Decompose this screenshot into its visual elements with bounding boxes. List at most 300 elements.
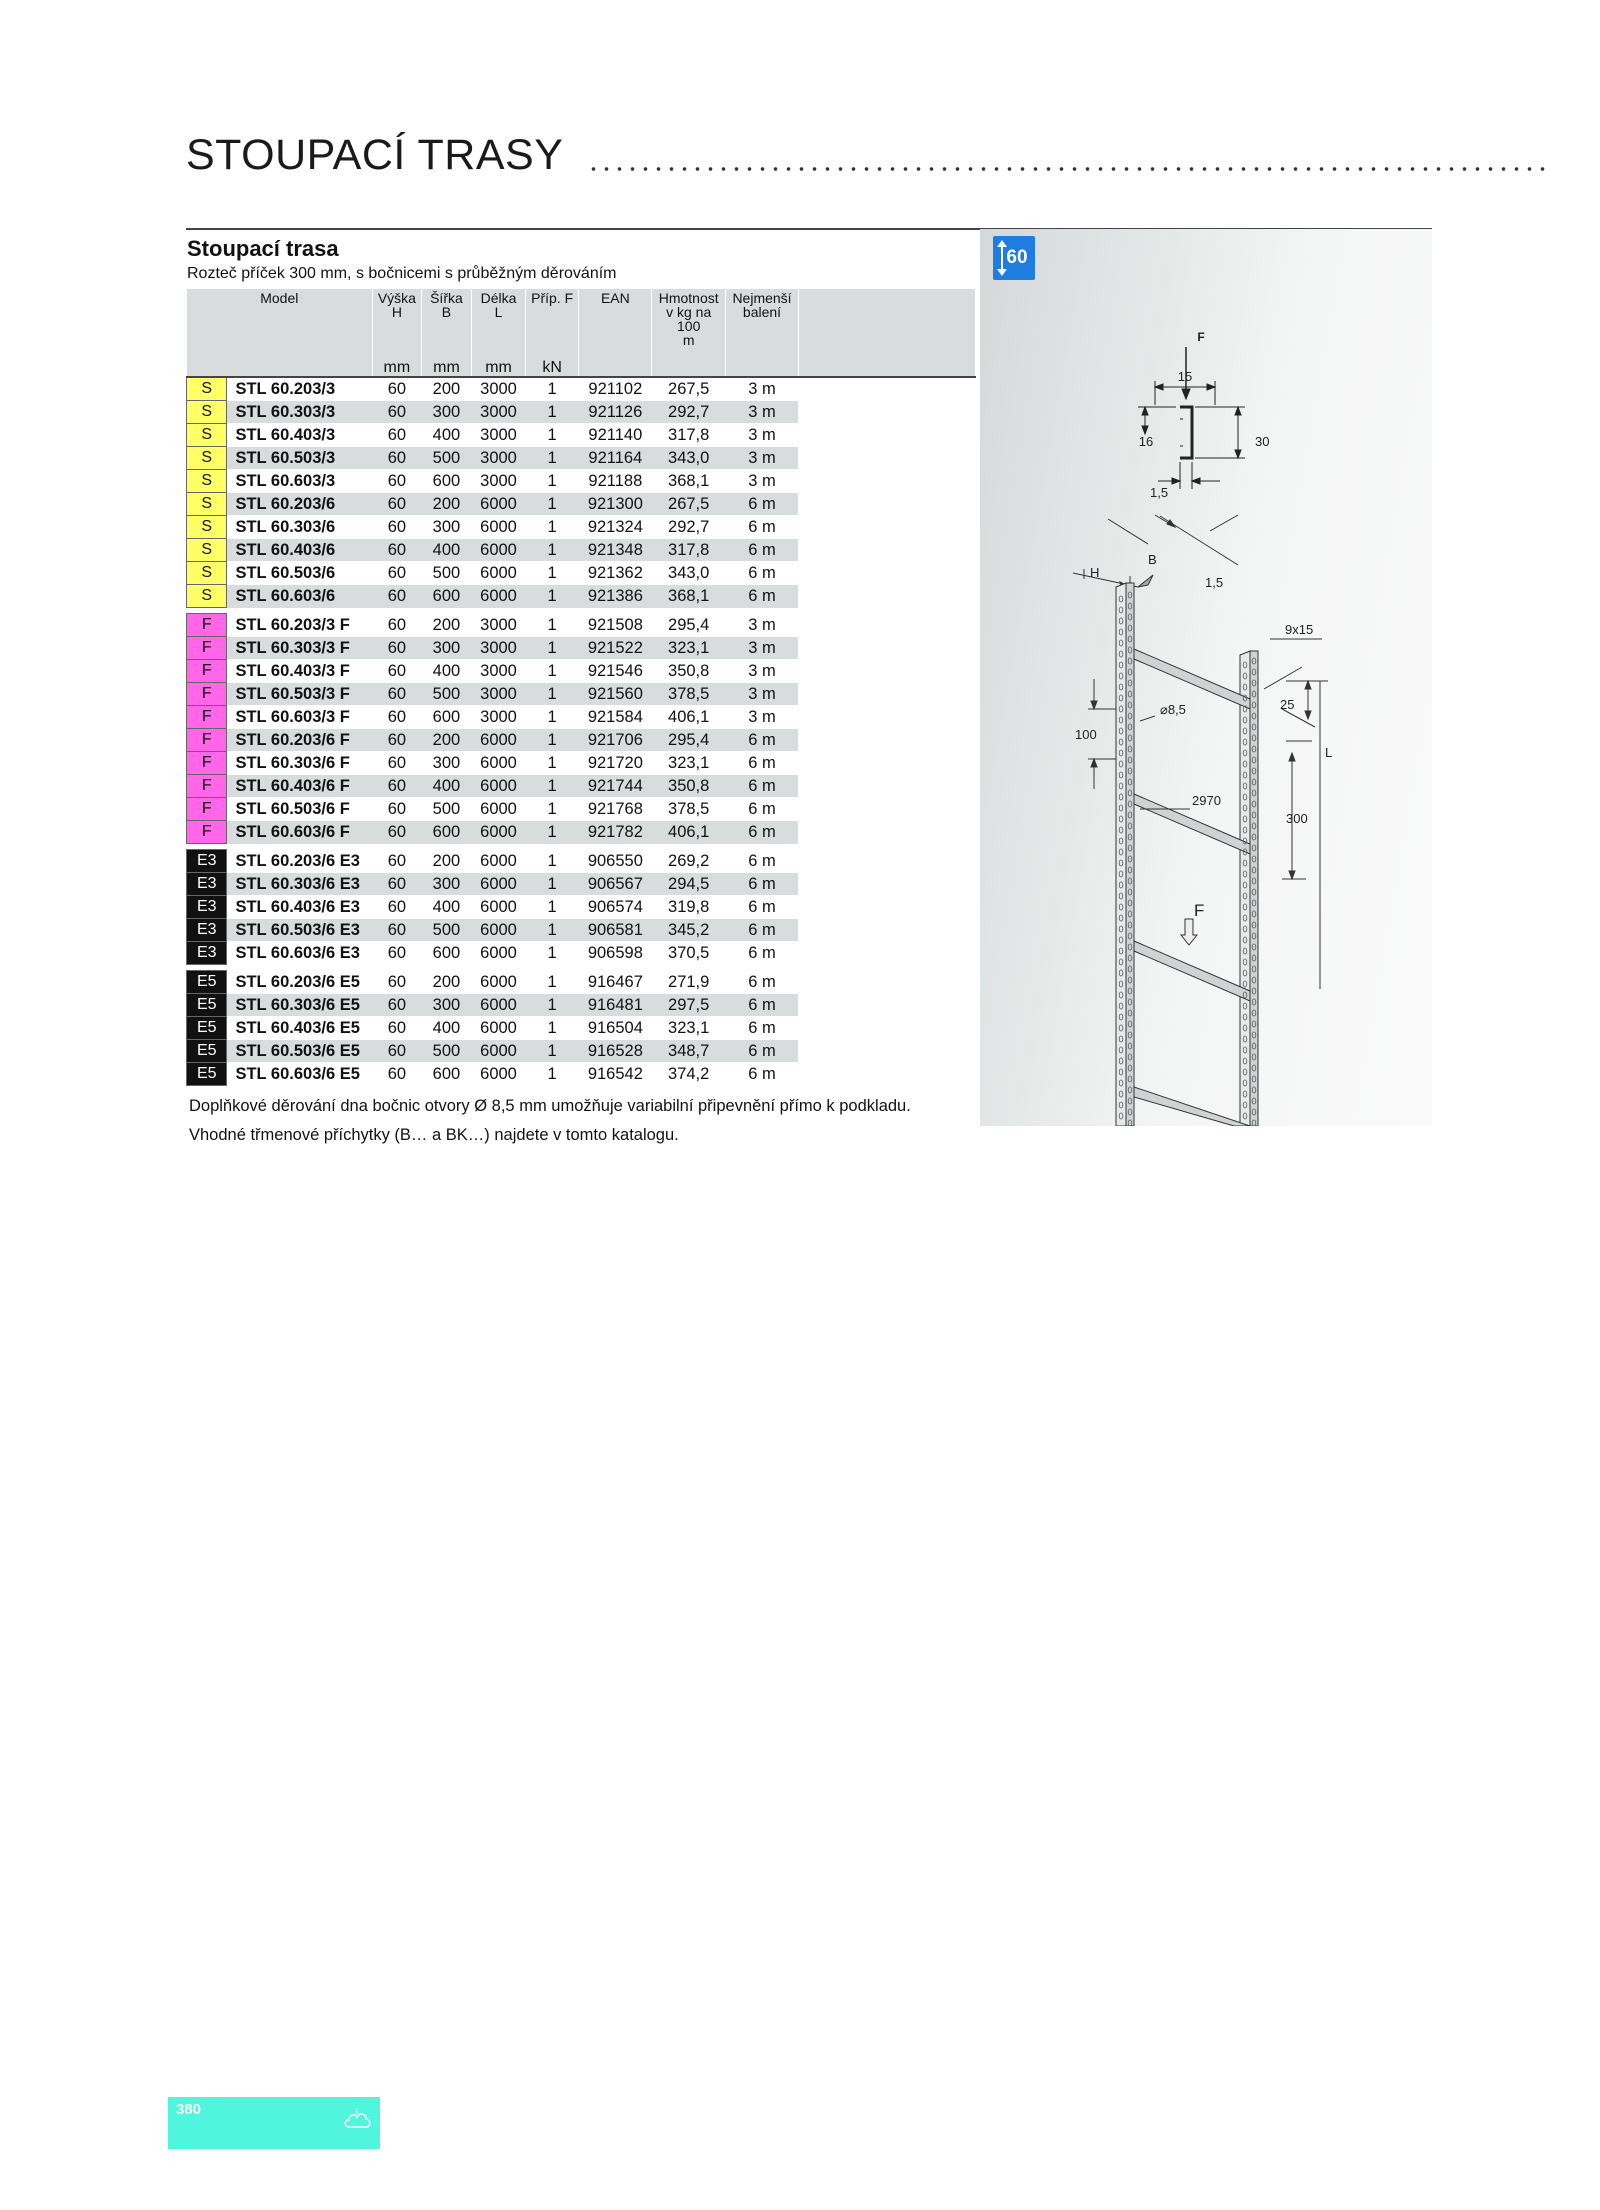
width-cell: 200: [421, 971, 472, 994]
table-row: [187, 660, 976, 683]
table-row: [187, 493, 976, 516]
weight-cell: 267,5: [652, 377, 726, 401]
pack-cell: 3 m: [726, 377, 799, 401]
profile-lip-label: 16: [1138, 434, 1154, 449]
weight-cell: 269,2: [652, 850, 726, 873]
finish-badge: F: [187, 729, 227, 752]
weight-cell: 267,5: [652, 493, 726, 516]
table-row: [187, 401, 976, 424]
unit-width: mm: [421, 357, 472, 377]
load-cell: 1: [525, 614, 579, 637]
finish-badge: S: [187, 562, 227, 585]
width-cell: 500: [421, 919, 472, 942]
width-cell: 200: [421, 850, 472, 873]
pack-cell: 3 m: [726, 447, 799, 470]
technical-drawing: [980, 229, 1432, 1126]
weight-cell: 271,9: [652, 971, 726, 994]
ean-cell: 921706: [579, 729, 652, 752]
load-cell: 1: [525, 971, 579, 994]
length-cell: 6000: [472, 896, 526, 919]
load-cell: 1: [525, 516, 579, 539]
finish-badge: E3: [187, 942, 227, 965]
table-row: [187, 971, 976, 994]
ean-cell: 921546: [579, 660, 652, 683]
finish-badge: S: [187, 377, 227, 401]
height-cell: 60: [373, 994, 422, 1017]
height-badge-value: 60: [1006, 247, 1028, 268]
load-cell: 1: [525, 873, 579, 896]
ean-cell: 916542: [579, 1063, 652, 1086]
finish-badge: S: [187, 401, 227, 424]
height-cell: 60: [373, 585, 422, 608]
width-cell: 400: [421, 775, 472, 798]
ladder-thickness-label: 1,5: [1205, 575, 1224, 590]
width-cell: 400: [421, 424, 472, 447]
width-cell: 300: [421, 637, 472, 660]
model-cell: STL 60.303/6: [227, 516, 373, 539]
model-cell: STL 60.503/6 E3: [227, 919, 373, 942]
width-cell: 500: [421, 562, 472, 585]
finish-badge: E3: [187, 873, 227, 896]
load-cell: 1: [525, 447, 579, 470]
load-cell: 1: [525, 752, 579, 775]
pack-cell: 3 m: [726, 470, 799, 493]
width-cell: 400: [421, 539, 472, 562]
load-cell: 1: [525, 424, 579, 447]
table-row: [187, 539, 976, 562]
pack-cell: 6 m: [726, 994, 799, 1017]
height-cell: 60: [373, 896, 422, 919]
finish-badge: S: [187, 447, 227, 470]
load-cell: 1: [525, 562, 579, 585]
ladder-length-label: L: [1325, 745, 1333, 760]
pack-cell: 3 m: [726, 706, 799, 729]
load-cell: 1: [525, 1017, 579, 1040]
width-cell: 600: [421, 470, 472, 493]
ean-cell: 921522: [579, 637, 652, 660]
model-cell: STL 60.503/6: [227, 562, 373, 585]
height-cell: 60: [373, 1040, 422, 1063]
col-spacer: [798, 289, 975, 357]
weight-cell: 368,1: [652, 585, 726, 608]
height-badge: [993, 236, 1035, 280]
ladder-rung-pitch-label: 300: [1286, 811, 1308, 826]
unit-length: mm: [472, 357, 526, 377]
load-cell: 1: [525, 683, 579, 706]
length-cell: 3000: [472, 424, 526, 447]
ladder-b-label: B: [1148, 552, 1157, 567]
table-row: [187, 585, 976, 608]
table-body: [187, 377, 976, 1086]
length-cell: 6000: [472, 919, 526, 942]
load-cell: 1: [525, 493, 579, 516]
model-cell: STL 60.503/6 E5: [227, 1040, 373, 1063]
pack-cell: 6 m: [726, 539, 799, 562]
ean-cell: 906550: [579, 850, 652, 873]
weight-cell: 323,1: [652, 752, 726, 775]
cloud-icon: [342, 2107, 372, 2133]
table-row: [187, 424, 976, 447]
finish-badge: F: [187, 798, 227, 821]
height-cell: 60: [373, 683, 422, 706]
weight-cell: 348,7: [652, 1040, 726, 1063]
width-cell: 300: [421, 752, 472, 775]
ean-cell: 916481: [579, 994, 652, 1017]
ean-cell: 921720: [579, 752, 652, 775]
profile-thickness-label: 1,5: [1150, 485, 1169, 500]
finish-badge: E3: [187, 850, 227, 873]
length-cell: 6000: [472, 775, 526, 798]
ladder-hole-dia-label: ⌀8,5: [1160, 702, 1186, 717]
product-table: [186, 289, 976, 1086]
table-row: [187, 447, 976, 470]
ladder-hole-offset-label: 25: [1280, 697, 1295, 712]
table-row: [187, 516, 976, 539]
unit-load: kN: [525, 357, 579, 377]
length-cell: 6000: [472, 729, 526, 752]
pack-cell: 6 m: [726, 729, 799, 752]
ean-cell: 921584: [579, 706, 652, 729]
pack-cell: 6 m: [726, 1017, 799, 1040]
height-cell: 60: [373, 660, 422, 683]
model-cell: STL 60.603/6: [227, 585, 373, 608]
pack-cell: 6 m: [726, 821, 799, 844]
profile-force-label: F: [1197, 330, 1205, 344]
table-row: [187, 850, 976, 873]
width-cell: 500: [421, 447, 472, 470]
ean-cell: 906598: [579, 942, 652, 965]
load-cell: 1: [525, 637, 579, 660]
ean-cell: 921508: [579, 614, 652, 637]
width-cell: 600: [421, 585, 472, 608]
width-cell: 400: [421, 896, 472, 919]
pack-cell: 3 m: [726, 637, 799, 660]
col-length: Délka L: [472, 289, 526, 357]
weight-cell: 368,1: [652, 470, 726, 493]
height-cell: 60: [373, 614, 422, 637]
finish-badge: F: [187, 683, 227, 706]
ean-cell: 921164: [579, 447, 652, 470]
weight-cell: 294,5: [652, 873, 726, 896]
width-cell: 400: [421, 660, 472, 683]
ean-cell: 906567: [579, 873, 652, 896]
footnote-line: Doplňkové děrování dna bočnic otvory Ø 8,5 mm umožňuje variabilní připevnění přímo k podkladu.: [189, 1097, 911, 1115]
length-cell: 3000: [472, 447, 526, 470]
col-width: Šířka B: [421, 289, 472, 357]
load-cell: 1: [525, 539, 579, 562]
pack-cell: 6 m: [726, 585, 799, 608]
ean-cell: 921782: [579, 821, 652, 844]
pack-cell: 3 m: [726, 424, 799, 447]
pack-cell: 3 m: [726, 683, 799, 706]
model-cell: STL 60.203/6: [227, 493, 373, 516]
table-row: [187, 994, 976, 1017]
table-row: [187, 752, 976, 775]
finish-badge: F: [187, 660, 227, 683]
model-cell: STL 60.303/6 F: [227, 752, 373, 775]
col-weight: Hmotnost v kg na 100 m: [652, 289, 726, 357]
page-header: [186, 128, 1550, 180]
width-cell: 300: [421, 873, 472, 896]
pack-cell: 6 m: [726, 896, 799, 919]
ean-cell: 921362: [579, 562, 652, 585]
model-cell: STL 60.203/6 F: [227, 729, 373, 752]
leader-dots: [587, 166, 1550, 172]
width-cell: 500: [421, 798, 472, 821]
page-title: STOUPACÍ TRASY: [186, 131, 564, 179]
pack-cell: 6 m: [726, 1040, 799, 1063]
weight-cell: 345,2: [652, 919, 726, 942]
finish-badge: F: [187, 706, 227, 729]
table-row: [187, 775, 976, 798]
finish-badge: S: [187, 585, 227, 608]
height-cell: 60: [373, 821, 422, 844]
ean-cell: 921102: [579, 377, 652, 401]
load-cell: 1: [525, 942, 579, 965]
table-row: [187, 1040, 976, 1063]
table-row: [187, 706, 976, 729]
ean-cell: 921126: [579, 401, 652, 424]
model-cell: STL 60.603/6 E5: [227, 1063, 373, 1086]
width-cell: 300: [421, 516, 472, 539]
ladder-slot-label: 9x15: [1285, 622, 1314, 637]
width-cell: 200: [421, 377, 472, 401]
model-cell: STL 60.303/6 E5: [227, 994, 373, 1017]
load-cell: 1: [525, 994, 579, 1017]
weight-cell: 374,2: [652, 1063, 726, 1086]
height-cell: 60: [373, 539, 422, 562]
height-cell: 60: [373, 752, 422, 775]
width-cell: 200: [421, 493, 472, 516]
section-subtitle: Rozteč příček 300 mm, s bočnicemi s průběžným děrováním: [187, 265, 617, 282]
table-row: [187, 942, 976, 965]
table-row: [187, 729, 976, 752]
ean-cell: 906574: [579, 896, 652, 919]
weight-cell: 343,0: [652, 447, 726, 470]
weight-cell: 350,8: [652, 660, 726, 683]
ean-cell: 906581: [579, 919, 652, 942]
length-cell: 3000: [472, 401, 526, 424]
load-cell: 1: [525, 1063, 579, 1086]
finish-badge: E5: [187, 994, 227, 1017]
weight-cell: 292,7: [652, 401, 726, 424]
length-cell: 3000: [472, 470, 526, 493]
profile-height-label: 30: [1255, 434, 1270, 449]
col-height: Výška H: [373, 289, 422, 357]
model-cell: STL 60.603/3: [227, 470, 373, 493]
ladder-h-label: H: [1090, 565, 1100, 580]
weight-cell: 406,1: [652, 821, 726, 844]
height-cell: 60: [373, 919, 422, 942]
width-cell: 300: [421, 994, 472, 1017]
length-cell: 6000: [472, 1040, 526, 1063]
ean-cell: 921386: [579, 585, 652, 608]
model-cell: STL 60.303/3: [227, 401, 373, 424]
height-cell: 60: [373, 516, 422, 539]
table-row: [187, 1017, 976, 1040]
load-cell: 1: [525, 706, 579, 729]
model-cell: STL 60.203/3: [227, 377, 373, 401]
col-pack: Nejmenší balení: [726, 289, 799, 357]
height-cell: 60: [373, 493, 422, 516]
model-cell: STL 60.203/6 E5: [227, 971, 373, 994]
pack-cell: 6 m: [726, 873, 799, 896]
load-cell: 1: [525, 729, 579, 752]
length-cell: 6000: [472, 850, 526, 873]
model-cell: STL 60.503/3 F: [227, 683, 373, 706]
ean-cell: 916467: [579, 971, 652, 994]
model-cell: STL 60.503/6 F: [227, 798, 373, 821]
finish-badge: E5: [187, 1017, 227, 1040]
height-cell: 60: [373, 1063, 422, 1086]
pack-cell: 3 m: [726, 614, 799, 637]
length-cell: 6000: [472, 539, 526, 562]
model-cell: STL 60.603/6 F: [227, 821, 373, 844]
weight-cell: 323,1: [652, 637, 726, 660]
finish-badge: E5: [187, 1040, 227, 1063]
height-cell: 60: [373, 798, 422, 821]
pack-cell: 6 m: [726, 850, 799, 873]
weight-cell: 350,8: [652, 775, 726, 798]
ladder-force-label: F: [1194, 901, 1205, 920]
pack-cell: 3 m: [726, 401, 799, 424]
length-cell: 6000: [472, 1063, 526, 1086]
finish-badge: E3: [187, 919, 227, 942]
pack-cell: 6 m: [726, 516, 799, 539]
length-cell: 3000: [472, 637, 526, 660]
ean-cell: 921300: [579, 493, 652, 516]
finish-badge: F: [187, 614, 227, 637]
length-cell: 3000: [472, 706, 526, 729]
pack-cell: 6 m: [726, 971, 799, 994]
width-cell: 600: [421, 706, 472, 729]
height-cell: 60: [373, 637, 422, 660]
height-cell: 60: [373, 971, 422, 994]
ean-cell: 921188: [579, 470, 652, 493]
load-cell: 1: [525, 775, 579, 798]
load-cell: 1: [525, 821, 579, 844]
width-cell: 200: [421, 614, 472, 637]
weight-cell: 295,4: [652, 614, 726, 637]
length-cell: 6000: [472, 516, 526, 539]
weight-cell: 297,5: [652, 994, 726, 1017]
weight-cell: 317,8: [652, 424, 726, 447]
table-row: [187, 614, 976, 637]
model-cell: STL 60.403/3: [227, 424, 373, 447]
model-cell: STL 60.403/6 E5: [227, 1017, 373, 1040]
model-cell: STL 60.503/3: [227, 447, 373, 470]
load-cell: 1: [525, 401, 579, 424]
model-cell: STL 60.203/3 F: [227, 614, 373, 637]
length-cell: 3000: [472, 683, 526, 706]
width-cell: 600: [421, 942, 472, 965]
length-cell: 6000: [472, 493, 526, 516]
table-row: [187, 821, 976, 844]
length-cell: 6000: [472, 994, 526, 1017]
table-row: [187, 637, 976, 660]
length-cell: 6000: [472, 971, 526, 994]
finish-badge: F: [187, 637, 227, 660]
ladder-hole-pitch-label: 100: [1075, 727, 1097, 742]
model-cell: STL 60.603/6 E3: [227, 942, 373, 965]
height-cell: 60: [373, 942, 422, 965]
height-arrow-icon: [996, 240, 1008, 276]
load-cell: 1: [525, 850, 579, 873]
pack-cell: 3 m: [726, 660, 799, 683]
weight-cell: 295,4: [652, 729, 726, 752]
unit-height: mm: [373, 357, 422, 377]
length-cell: 6000: [472, 1017, 526, 1040]
width-cell: 500: [421, 1040, 472, 1063]
finish-badge: S: [187, 424, 227, 447]
weight-cell: 343,0: [652, 562, 726, 585]
weight-cell: 378,5: [652, 798, 726, 821]
footnotes: [189, 1092, 989, 1150]
pack-cell: 6 m: [726, 919, 799, 942]
model-cell: STL 60.303/3 F: [227, 637, 373, 660]
load-cell: 1: [525, 585, 579, 608]
pack-cell: 6 m: [726, 562, 799, 585]
ean-cell: 916504: [579, 1017, 652, 1040]
weight-cell: 370,5: [652, 942, 726, 965]
ean-cell: 921744: [579, 775, 652, 798]
weight-cell: 319,8: [652, 896, 726, 919]
pack-cell: 6 m: [726, 942, 799, 965]
length-cell: 6000: [472, 585, 526, 608]
finish-badge: S: [187, 539, 227, 562]
width-cell: 600: [421, 1063, 472, 1086]
height-cell: 60: [373, 377, 422, 401]
length-cell: 3000: [472, 377, 526, 401]
table-row: [187, 562, 976, 585]
height-cell: 60: [373, 850, 422, 873]
table-row: [187, 377, 976, 401]
table-header-row: [187, 289, 976, 357]
width-cell: 500: [421, 683, 472, 706]
model-cell: STL 60.403/6 E3: [227, 896, 373, 919]
finish-badge: E3: [187, 896, 227, 919]
load-cell: 1: [525, 470, 579, 493]
pack-cell: 6 m: [726, 493, 799, 516]
height-cell: 60: [373, 775, 422, 798]
finish-badge: E5: [187, 971, 227, 994]
finish-badge: F: [187, 752, 227, 775]
model-cell: STL 60.403/6: [227, 539, 373, 562]
load-cell: 1: [525, 1040, 579, 1063]
length-cell: 6000: [472, 821, 526, 844]
length-cell: 3000: [472, 614, 526, 637]
model-cell: STL 60.403/6 F: [227, 775, 373, 798]
weight-cell: 292,7: [652, 516, 726, 539]
height-cell: 60: [373, 470, 422, 493]
weight-cell: 406,1: [652, 706, 726, 729]
length-cell: 6000: [472, 798, 526, 821]
length-cell: 6000: [472, 562, 526, 585]
model-cell: STL 60.303/6 E3: [227, 873, 373, 896]
height-cell: 60: [373, 873, 422, 896]
profile-flange-label: 15: [1177, 369, 1193, 384]
finish-badge: F: [187, 775, 227, 798]
footnote-line: Vhodné třmenové příchytky (B… a BK…) najdete v tomto katalogu.: [189, 1126, 679, 1144]
length-cell: 6000: [472, 752, 526, 775]
pack-cell: 6 m: [726, 798, 799, 821]
width-cell: 600: [421, 821, 472, 844]
height-cell: 60: [373, 562, 422, 585]
weight-cell: 317,8: [652, 539, 726, 562]
width-cell: 200: [421, 729, 472, 752]
length-cell: 3000: [472, 660, 526, 683]
ean-cell: 921324: [579, 516, 652, 539]
